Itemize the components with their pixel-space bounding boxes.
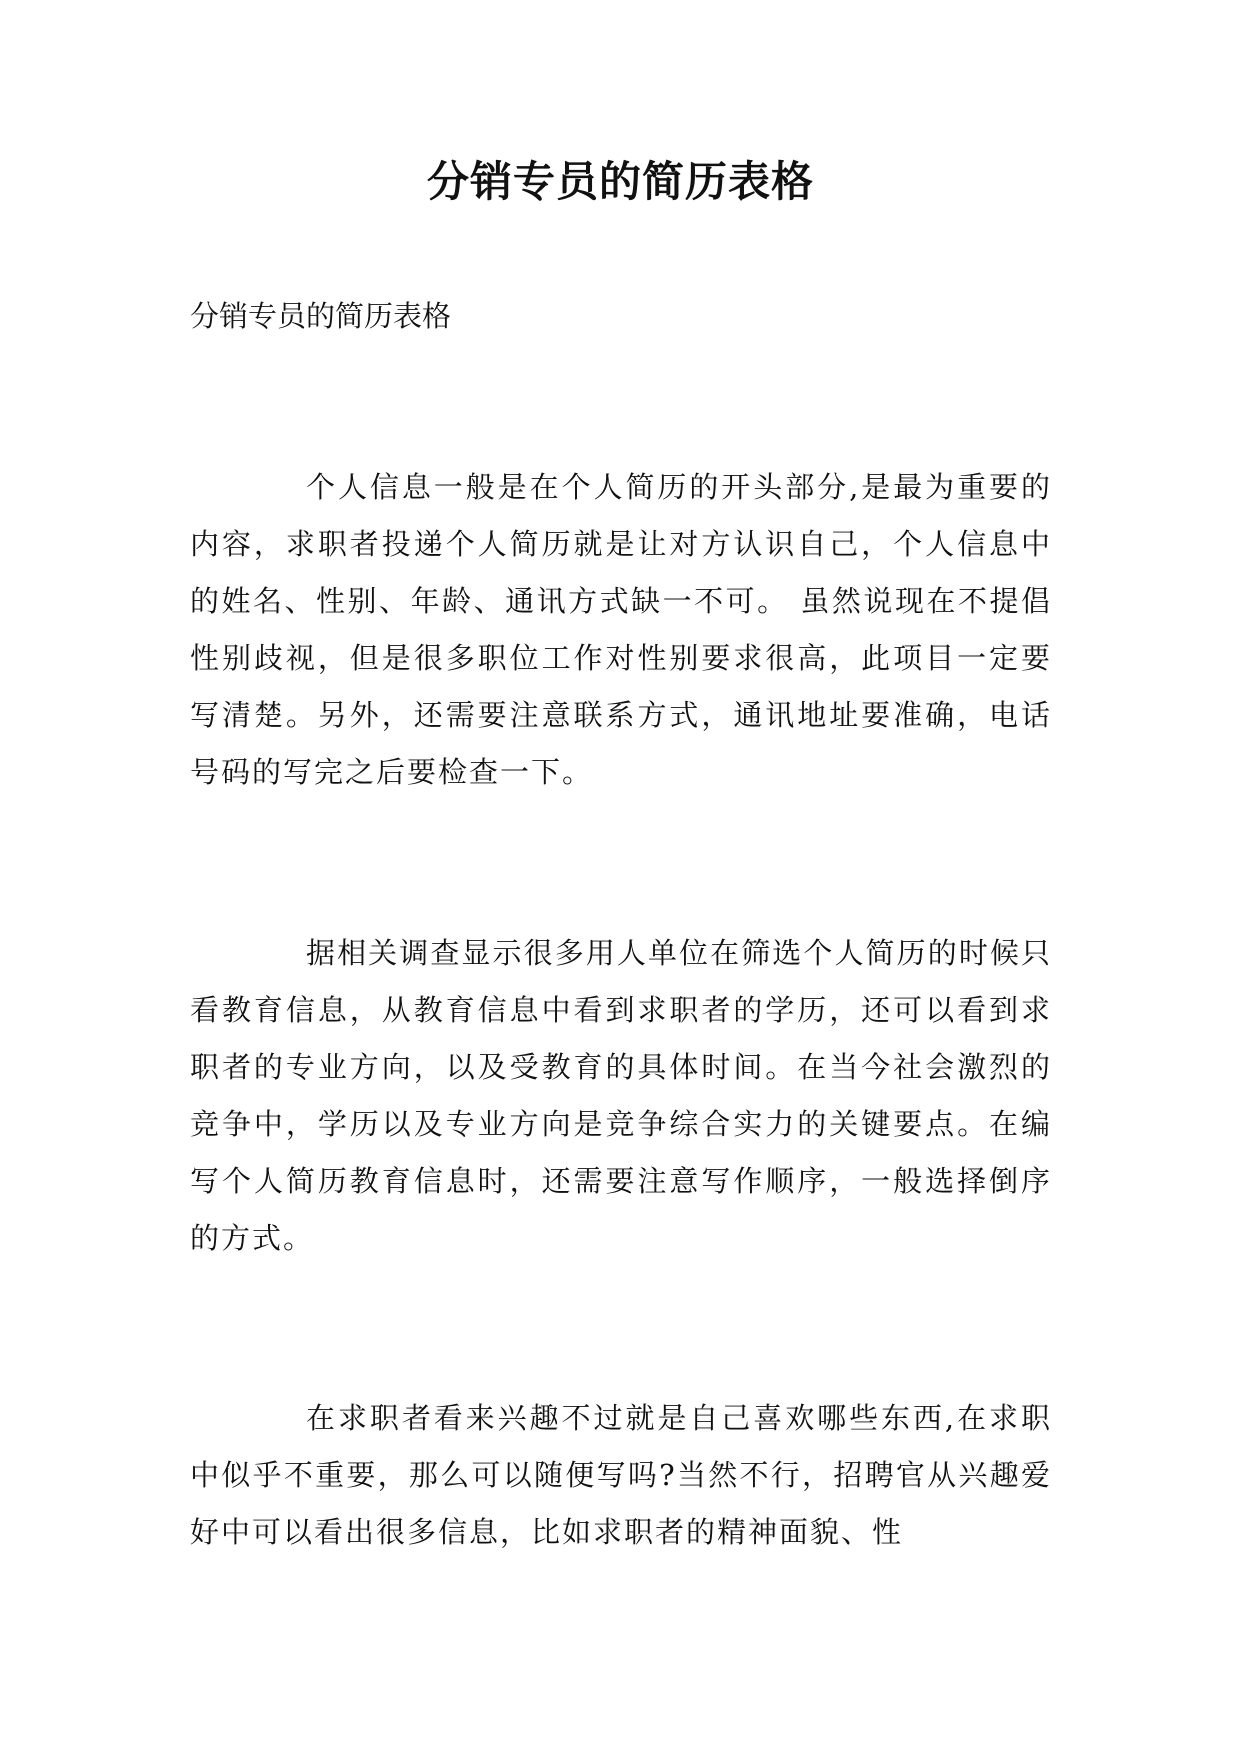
paragraph-interests: 在求职者看来兴趣不过就是自己喜欢哪些东西,在求职中似乎不重要，那么可以随便写吗?当然不行，招聘官从兴趣爱好中可以看出很多信息，比如求职者的精神面貌、性 bbox=[190, 1401, 1052, 1549]
document-subtitle: 分销专员的简历表格 bbox=[190, 299, 452, 333]
paragraph-education: 据相关调查显示很多用人单位在筛选个人简历的时候只看教育信息，从教育信息中看到求职者的学历，还可以看到求职者的专业方向，以及受教育的具体时间。在当今社会激烈的竞争中，学历以及专业方向是竞争综合实力的关键要点。在编写个人简历教育信息时，还需要注意写作顺序，一般选择倒序的方式。 bbox=[190, 936, 1052, 1255]
page-title: 分销专员的简历表格 bbox=[426, 157, 814, 206]
paragraph-personal-info: 个人信息一般是在个人简历的开头部分,是最为重要的内容，求职者投递个人简历就是让对方认识自己，个人信息中的姓名、性别、年龄、通讯方式缺一不可。 虽然说现在不提倡性别歧视，但是很多职位工作对性别要求很高，此项目一定要写清楚。另外，还需要注意联系方式，通讯地址要准确，电话号码的写完之后要检查一下。 bbox=[190, 470, 1052, 789]
